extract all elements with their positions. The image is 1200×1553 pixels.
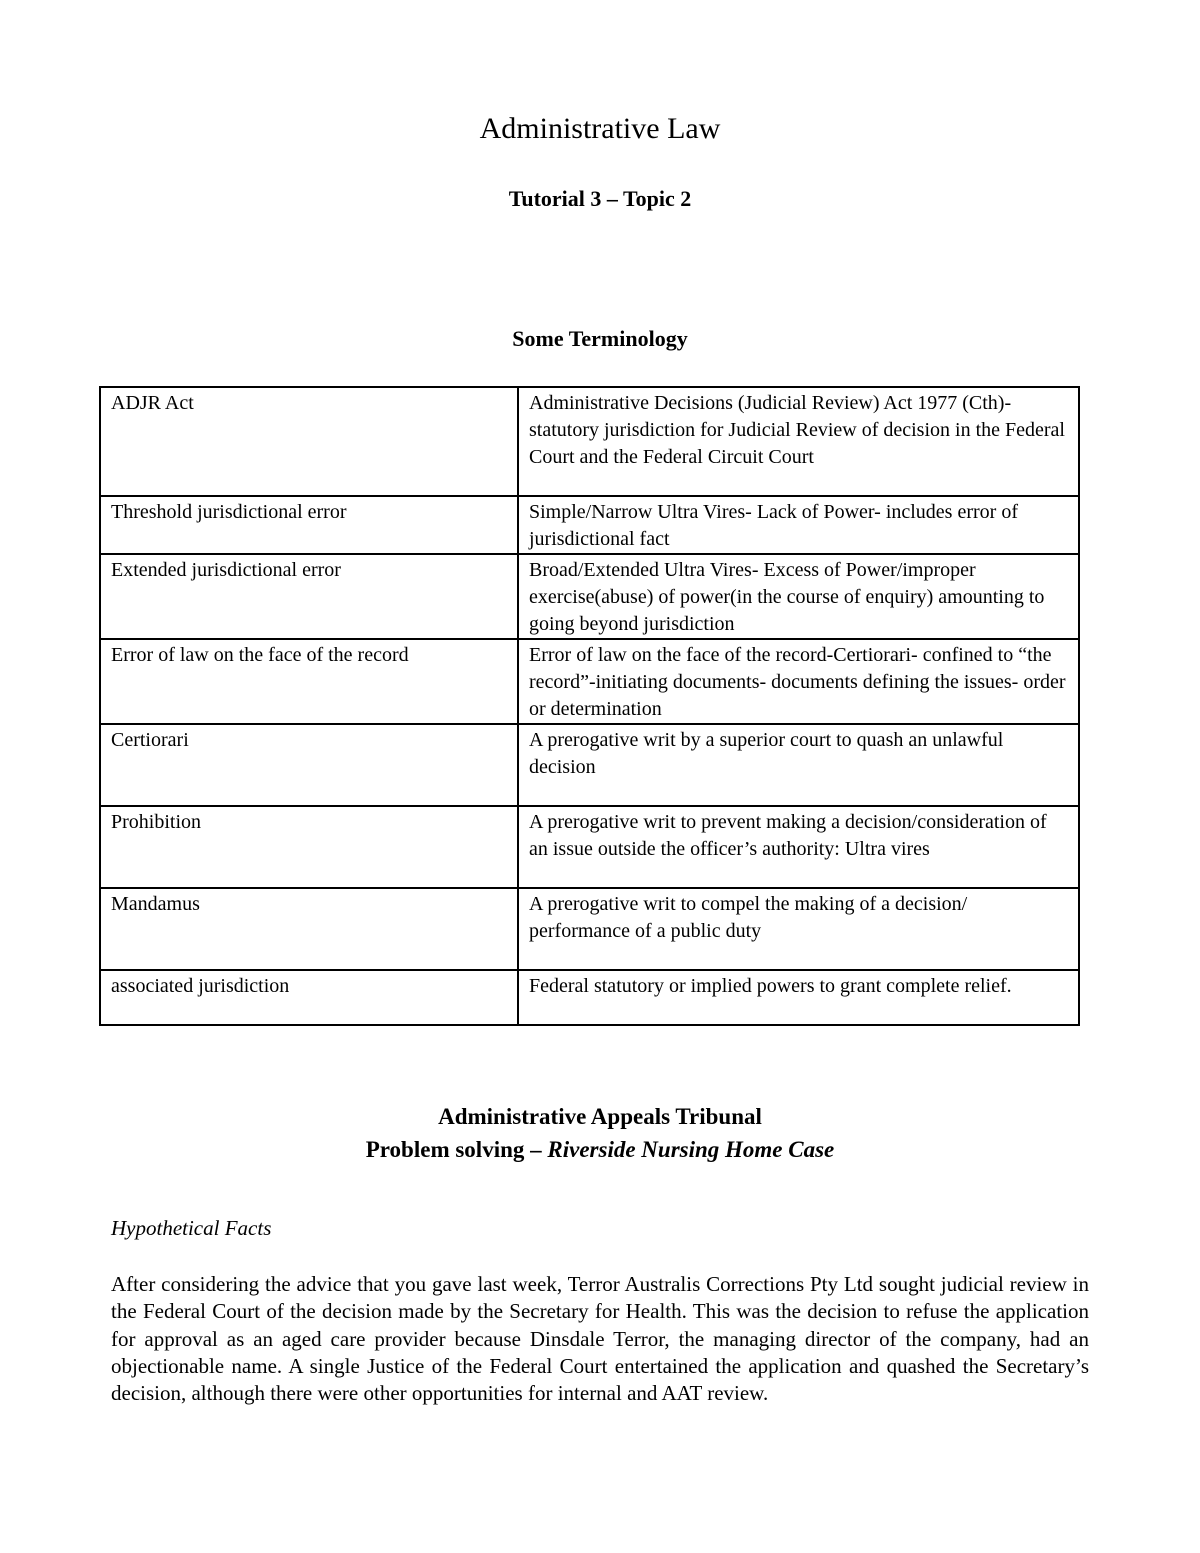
aat-heading: Administrative Appeals Tribunal <box>438 1104 762 1129</box>
term-cell: ADJR Act <box>100 387 518 496</box>
table-row <box>100 888 1079 970</box>
definition-cell: A prerogative writ to prevent making a decision/consideration of an issue outside the officer’s authority: Ultra vires <box>518 806 1079 888</box>
facts-label: Hypothetical Facts <box>111 1216 272 1240</box>
document-title: Administrative Law <box>479 112 721 145</box>
case-name: Riverside Nursing Home Case <box>547 1137 835 1162</box>
term-cell: Error of law on the face of the record <box>100 639 518 724</box>
table-row <box>100 724 1079 806</box>
definition-cell: A prerogative writ to compel the making of a decision/ performance of a public duty <box>518 888 1079 970</box>
definition-cell: Error of law on the face of the record-Certiorari- confined to “the record”-initiating documents- documents defining the issues- order or determination <box>518 639 1079 724</box>
definition-cell: Broad/Extended Ultra Vires- Excess of Power/improper exercise(abuse) of power(in the course of enquiry) amounting to going beyond jurisdiction <box>518 554 1079 639</box>
table-row <box>100 554 1079 639</box>
terminology-table <box>99 386 1080 1026</box>
facts-paragraph: After considering the advice that you gave last week, Terror Australis Corrections Pty Ltd sought judicial review in the Federal Court of the decision made by the Secretary for Health. This was the decision to refuse the application for approval as an aged care provider because Dinsdale Terror, the managing director of the company, had an objectionable name. A single Justice of the Federal Court entertained the application and quashed the Secretary’s decision, although there were other opportunities for internal and AAT review. <box>111 1272 1089 1406</box>
definition-cell: A prerogative writ by a superior court to quash an unlawful decision <box>518 724 1079 806</box>
table-row <box>100 970 1079 1025</box>
term-cell: Certiorari <box>100 724 518 806</box>
problem-heading <box>0 1133 1200 1166</box>
term-cell: Threshold jurisdictional error <box>100 496 518 554</box>
aat-heading-block <box>0 1100 1200 1166</box>
table-row <box>100 496 1079 554</box>
problem-prefix: Problem solving – <box>365 1137 548 1162</box>
term-cell: associated jurisdiction <box>100 970 518 1025</box>
table-row <box>100 639 1079 724</box>
term-cell: Mandamus <box>100 888 518 970</box>
table-row <box>100 387 1079 496</box>
table-row <box>100 806 1079 888</box>
terminology-heading: Some Terminology <box>512 326 688 351</box>
definition-cell: Federal statutory or implied powers to grant complete relief. <box>518 970 1079 1025</box>
term-cell: Extended jurisdictional error <box>100 554 518 639</box>
definition-cell: Administrative Decisions (Judicial Review) Act 1977 (Cth)- statutory jurisdiction for Judicial Review of decision in the Federal Court and the Federal Circuit Court <box>518 387 1079 496</box>
term-cell: Prohibition <box>100 806 518 888</box>
document-subtitle: Tutorial 3 – Topic 2 <box>508 186 692 211</box>
definition-cell: Simple/Narrow Ultra Vires- Lack of Power- includes error of jurisdictional fact <box>518 496 1079 554</box>
